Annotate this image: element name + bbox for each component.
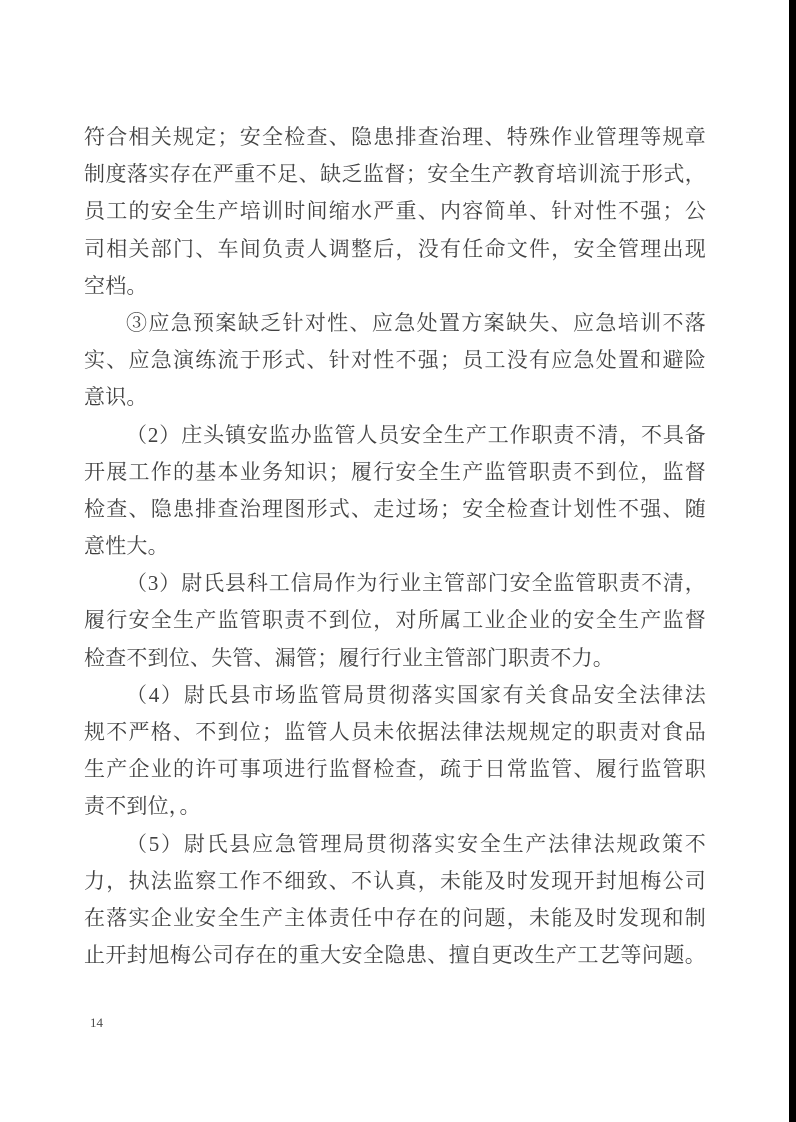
paragraph: [84, 826, 706, 975]
text-line: ③应急预案缺乏针对性、应急处置方案缺失、应急培训不落: [126, 310, 706, 335]
text-line: 司相关部门、车间负责人调整后，没有任命文件，安全管理出现: [84, 236, 706, 261]
text-line: 意识。: [84, 385, 148, 410]
text-line: （4）尉氏县市场监管局贯彻落实国家有关食品安全法律法: [126, 682, 706, 707]
text-line: 制度落实存在严重不足、缺乏监督；安全生产教育培训流于形式，: [84, 162, 706, 187]
paragraph: [84, 119, 706, 305]
text-line: 规不严格、不到位；监管人员未依据法律法规规定的职责对食品: [84, 720, 706, 744]
text-line: 止开封旭梅公司存在的重大安全隐患、擅自更改生产工艺等问题。: [84, 943, 706, 968]
text-block: [84, 119, 706, 974]
text-line: 空档。: [84, 273, 148, 298]
paragraph: [84, 305, 706, 417]
paragraph: [84, 677, 706, 826]
paragraph: [84, 417, 706, 566]
page-number: 14: [90, 1015, 103, 1030]
text-line: （2）庄头镇安监办监管人员安全生产工作职责不清，不具备: [126, 422, 706, 447]
text-line: 责不到位，。: [84, 794, 201, 819]
text-line: 在落实企业安全生产主体责任中存在的问题，未能及时发现和制: [84, 905, 706, 930]
text-line: 员工的安全生产培训时间缩水严重、内容简单、针对性不强；公: [84, 199, 706, 224]
text-line: （3）尉氏县科工信局作为行业主管部门安全监管职责不清，: [126, 571, 706, 596]
text-line: 开展工作的基本业务知识；履行安全生产监管职责不到位，监督: [84, 459, 706, 484]
scan-edge-bar: [789, 0, 796, 1122]
text-line: 力，执法监察工作不细致、不认真，未能及时发现开封旭梅公司: [84, 868, 706, 893]
text-line: 生产企业的许可事项进行监督检查，疏于日常监管、履行监管职: [84, 757, 706, 782]
text-line: 符合相关规定；安全检查、隐患排查治理、特殊作业管理等规章: [84, 125, 706, 149]
text-line: 意性大。: [84, 534, 169, 559]
text-line: 履行安全生产监管职责不到位，对所属工业企业的安全生产监督: [84, 608, 706, 633]
text-line: 检查不到位、失管、漏管；履行行业主管部门职责不力。: [84, 645, 614, 670]
text-line: （5）尉氏县应急管理局贯彻落实安全生产法律法规政策不: [126, 831, 706, 856]
text-line: 实、应急演练流于形式、针对性不强；员工没有应急处置和避险: [84, 348, 706, 373]
paragraph: [84, 565, 706, 677]
text-line: 检查、隐患排查治理图形式、走过场；安全检查计划性不强、随: [84, 496, 706, 521]
